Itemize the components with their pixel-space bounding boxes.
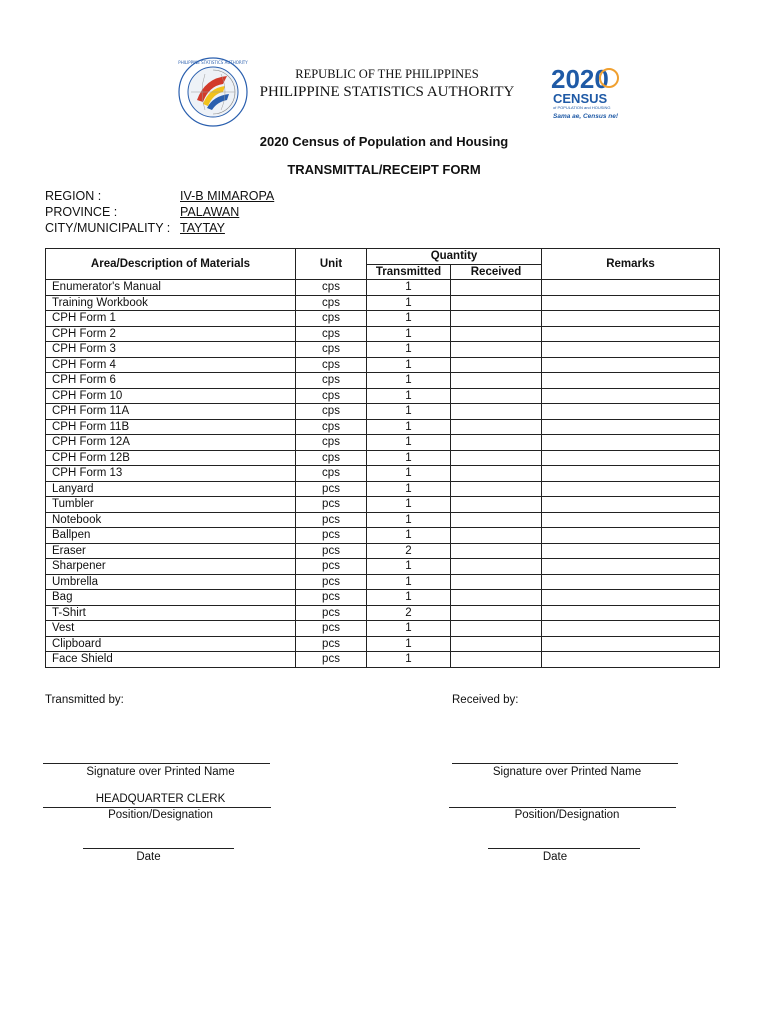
transmitted-qty-cell: 1 — [367, 326, 451, 342]
material-description-cell: Clipboard — [46, 636, 296, 652]
received-qty-cell[interactable] — [451, 435, 542, 451]
transmitted-qty-cell: 1 — [367, 497, 451, 513]
received-qty-cell[interactable] — [451, 605, 542, 621]
unit-cell: pcs — [296, 652, 367, 668]
remarks-cell[interactable] — [542, 295, 720, 311]
received-qty-cell[interactable] — [451, 481, 542, 497]
transmitted-qty-cell: 1 — [367, 311, 451, 327]
received-qty-cell[interactable] — [451, 559, 542, 575]
material-description-cell: Vest — [46, 621, 296, 637]
transmitted-qty-cell: 1 — [367, 280, 451, 296]
material-description-cell: T-Shirt — [46, 605, 296, 621]
material-description-cell: Lanyard — [46, 481, 296, 497]
table-row — [46, 435, 720, 451]
material-description-cell: Eraser — [46, 543, 296, 559]
city-value: TAYTAY — [180, 221, 225, 235]
transmitted-qty-cell: 1 — [367, 590, 451, 606]
transmitted-qty-cell: 1 — [367, 435, 451, 451]
remarks-cell[interactable] — [542, 636, 720, 652]
table-row — [46, 559, 720, 575]
remarks-cell[interactable] — [542, 512, 720, 528]
received-qty-cell[interactable] — [451, 342, 542, 358]
transmitted-qty-cell: 1 — [367, 342, 451, 358]
census-2020-logo — [549, 62, 625, 122]
material-description-cell: Notebook — [46, 512, 296, 528]
transmitted-qty-cell: 1 — [367, 295, 451, 311]
remarks-cell[interactable] — [542, 466, 720, 482]
received-qty-cell[interactable] — [451, 357, 542, 373]
remarks-cell[interactable] — [542, 574, 720, 590]
table-row — [46, 590, 720, 606]
transmitted-qty-cell: 1 — [367, 574, 451, 590]
transmitted-qty-cell: 1 — [367, 466, 451, 482]
table-row — [46, 357, 720, 373]
transmitted-qty-cell: 1 — [367, 528, 451, 544]
unit-cell: pcs — [296, 621, 367, 637]
remarks-cell[interactable] — [542, 450, 720, 466]
unit-cell: pcs — [296, 559, 367, 575]
unit-cell: cps — [296, 342, 367, 358]
table-row — [46, 311, 720, 327]
agency-heading: PHILIPPINE STATISTICS AUTHORITY — [259, 84, 515, 100]
received-qty-cell[interactable] — [451, 497, 542, 513]
transmitter-position-line[interactable] — [43, 807, 271, 808]
remarks-cell[interactable] — [542, 652, 720, 668]
unit-cell: cps — [296, 419, 367, 435]
receiver-signature-caption: Signature over Printed Name — [492, 766, 642, 778]
table-row — [46, 419, 720, 435]
transmitter-date-caption: Date — [136, 851, 161, 863]
received-qty-cell[interactable] — [451, 636, 542, 652]
material-description-cell: CPH Form 1 — [46, 311, 296, 327]
table-row — [46, 652, 720, 668]
psa-ring-text: PHILIPPINE STATISTICS AUTHORITY — [178, 60, 248, 65]
unit-cell: pcs — [296, 528, 367, 544]
city-label: CITY/MUNICIPALITY : — [45, 221, 171, 235]
table-row — [46, 373, 720, 389]
transmitted-by-label: Transmitted by: — [45, 694, 124, 706]
material-description-cell: CPH Form 13 — [46, 466, 296, 482]
remarks-cell[interactable] — [542, 280, 720, 296]
material-description-cell: CPH Form 6 — [46, 373, 296, 389]
census-logo-sub: of POPULATION and HOUSING — [553, 105, 611, 110]
received-qty-cell[interactable] — [451, 652, 542, 668]
remarks-cell[interactable] — [542, 481, 720, 497]
col-header-description: Area/Description of Materials — [46, 249, 296, 280]
received-qty-cell[interactable] — [451, 326, 542, 342]
received-qty-cell[interactable] — [451, 311, 542, 327]
remarks-cell[interactable] — [542, 621, 720, 637]
republic-heading: REPUBLIC OF THE PHILIPPINES — [295, 67, 479, 81]
unit-cell: cps — [296, 450, 367, 466]
table-row — [46, 295, 720, 311]
unit-cell: cps — [296, 357, 367, 373]
received-qty-cell[interactable] — [451, 574, 542, 590]
transmitted-qty-cell: 1 — [367, 636, 451, 652]
unit-cell: cps — [296, 373, 367, 389]
census-logo-word: CENSUS — [553, 91, 608, 106]
table-row — [46, 326, 720, 342]
transmitted-qty-cell: 1 — [367, 388, 451, 404]
transmitter-signature-line[interactable] — [43, 763, 270, 764]
transmitter-signature-caption: Signature over Printed Name — [86, 766, 235, 778]
material-description-cell: CPH Form 12A — [46, 435, 296, 451]
transmitted-qty-cell: 1 — [367, 450, 451, 466]
receiver-date-line[interactable] — [488, 848, 640, 849]
unit-cell: cps — [296, 280, 367, 296]
remarks-cell[interactable] — [542, 326, 720, 342]
material-description-cell: Training Workbook — [46, 295, 296, 311]
remarks-cell[interactable] — [542, 605, 720, 621]
transmitter-position-value: HEADQUARTER CLERK — [95, 793, 226, 805]
region-value: IV-B MIMAROPA — [180, 189, 275, 203]
material-description-cell: Umbrella — [46, 574, 296, 590]
material-description-cell: CPH Form 11B — [46, 419, 296, 435]
form-title: TRANSMITTAL/RECEIPT FORM — [287, 162, 481, 177]
material-description-cell: CPH Form 12B — [46, 450, 296, 466]
material-description-cell: CPH Form 4 — [46, 357, 296, 373]
col-header-received: Received — [451, 264, 542, 280]
unit-cell: pcs — [296, 574, 367, 590]
remarks-cell[interactable] — [542, 543, 720, 559]
received-by-label: Received by: — [452, 694, 519, 706]
received-qty-cell[interactable] — [451, 621, 542, 637]
received-qty-cell[interactable] — [451, 512, 542, 528]
received-qty-cell[interactable] — [451, 528, 542, 544]
transmitted-qty-cell: 2 — [367, 543, 451, 559]
unit-cell: cps — [296, 435, 367, 451]
transmitter-date-line[interactable] — [83, 848, 234, 849]
remarks-cell[interactable] — [542, 311, 720, 327]
transmitter-position-caption: Position/Designation — [108, 809, 213, 821]
table-row — [46, 605, 720, 621]
unit-cell: pcs — [296, 605, 367, 621]
remarks-cell[interactable] — [542, 590, 720, 606]
col-header-remarks: Remarks — [542, 249, 720, 280]
received-qty-cell[interactable] — [451, 373, 542, 389]
table-row — [46, 280, 720, 296]
census-title: 2020 Census of Population and Housing — [259, 134, 509, 149]
receiver-signature-line[interactable] — [452, 763, 678, 764]
remarks-cell[interactable] — [542, 388, 720, 404]
received-qty-cell[interactable] — [451, 388, 542, 404]
remarks-cell[interactable] — [542, 435, 720, 451]
unit-cell: cps — [296, 326, 367, 342]
materials-table — [45, 248, 720, 668]
material-description-cell: CPH Form 11A — [46, 404, 296, 420]
materials-table-body — [46, 280, 720, 668]
table-row — [46, 512, 720, 528]
census-logo-year: 2020 — [551, 64, 609, 94]
table-row — [46, 404, 720, 420]
unit-cell: pcs — [296, 481, 367, 497]
unit-cell: pcs — [296, 590, 367, 606]
material-description-cell: Enumerator's Manual — [46, 280, 296, 296]
material-description-cell: Face Shield — [46, 652, 296, 668]
remarks-cell[interactable] — [542, 373, 720, 389]
table-row — [46, 574, 720, 590]
col-header-unit: Unit — [296, 249, 367, 280]
received-qty-cell[interactable] — [451, 590, 542, 606]
table-row — [46, 528, 720, 544]
transmitted-qty-cell: 1 — [367, 357, 451, 373]
table-row — [46, 450, 720, 466]
unit-cell: cps — [296, 466, 367, 482]
transmitted-qty-cell: 2 — [367, 605, 451, 621]
unit-cell: pcs — [296, 543, 367, 559]
received-qty-cell[interactable] — [451, 295, 542, 311]
remarks-cell[interactable] — [542, 528, 720, 544]
transmitted-qty-cell: 1 — [367, 404, 451, 420]
unit-cell: pcs — [296, 636, 367, 652]
unit-cell: pcs — [296, 497, 367, 513]
material-description-cell: CPH Form 2 — [46, 326, 296, 342]
received-qty-cell[interactable] — [451, 280, 542, 296]
received-qty-cell[interactable] — [451, 404, 542, 420]
transmitted-qty-cell: 1 — [367, 373, 451, 389]
province-value: PALAWAN — [180, 205, 240, 219]
unit-cell: cps — [296, 295, 367, 311]
unit-cell: cps — [296, 388, 367, 404]
table-row — [46, 543, 720, 559]
region-label: REGION : — [45, 189, 102, 203]
col-header-quantity: Quantity — [367, 249, 542, 265]
receiver-position-line[interactable] — [449, 807, 676, 808]
unit-cell: pcs — [296, 512, 367, 528]
received-qty-cell[interactable] — [451, 543, 542, 559]
remarks-cell[interactable] — [542, 559, 720, 575]
table-row — [46, 497, 720, 513]
unit-cell: cps — [296, 404, 367, 420]
table-row — [46, 621, 720, 637]
material-description-cell: Ballpen — [46, 528, 296, 544]
transmitted-qty-cell: 1 — [367, 621, 451, 637]
table-row — [46, 636, 720, 652]
table-row — [46, 466, 720, 482]
receiver-date-caption: Date — [542, 851, 568, 863]
material-description-cell: CPH Form 3 — [46, 342, 296, 358]
remarks-cell[interactable] — [542, 357, 720, 373]
remarks-cell[interactable] — [542, 497, 720, 513]
material-description-cell: Bag — [46, 590, 296, 606]
received-qty-cell[interactable] — [451, 450, 542, 466]
table-row — [46, 388, 720, 404]
receiver-position-caption: Position/Designation — [514, 809, 620, 821]
remarks-cell[interactable] — [542, 342, 720, 358]
table-row — [46, 481, 720, 497]
material-description-cell: Tumbler — [46, 497, 296, 513]
transmitted-qty-cell: 1 — [367, 481, 451, 497]
received-qty-cell[interactable] — [451, 466, 542, 482]
col-header-transmitted: Transmitted — [367, 264, 451, 280]
unit-cell: cps — [296, 311, 367, 327]
material-description-cell: CPH Form 10 — [46, 388, 296, 404]
material-description-cell: Sharpener — [46, 559, 296, 575]
received-qty-cell[interactable] — [451, 419, 542, 435]
remarks-cell[interactable] — [542, 419, 720, 435]
remarks-cell[interactable] — [542, 404, 720, 420]
province-label: PROVINCE : — [45, 205, 118, 219]
census-logo-tagline: Sama ae, Census ne! — [553, 113, 619, 120]
transmitted-qty-cell: 1 — [367, 419, 451, 435]
transmitted-qty-cell: 1 — [367, 512, 451, 528]
transmitted-qty-cell: 1 — [367, 652, 451, 668]
table-row — [46, 342, 720, 358]
transmitted-qty-cell: 1 — [367, 559, 451, 575]
